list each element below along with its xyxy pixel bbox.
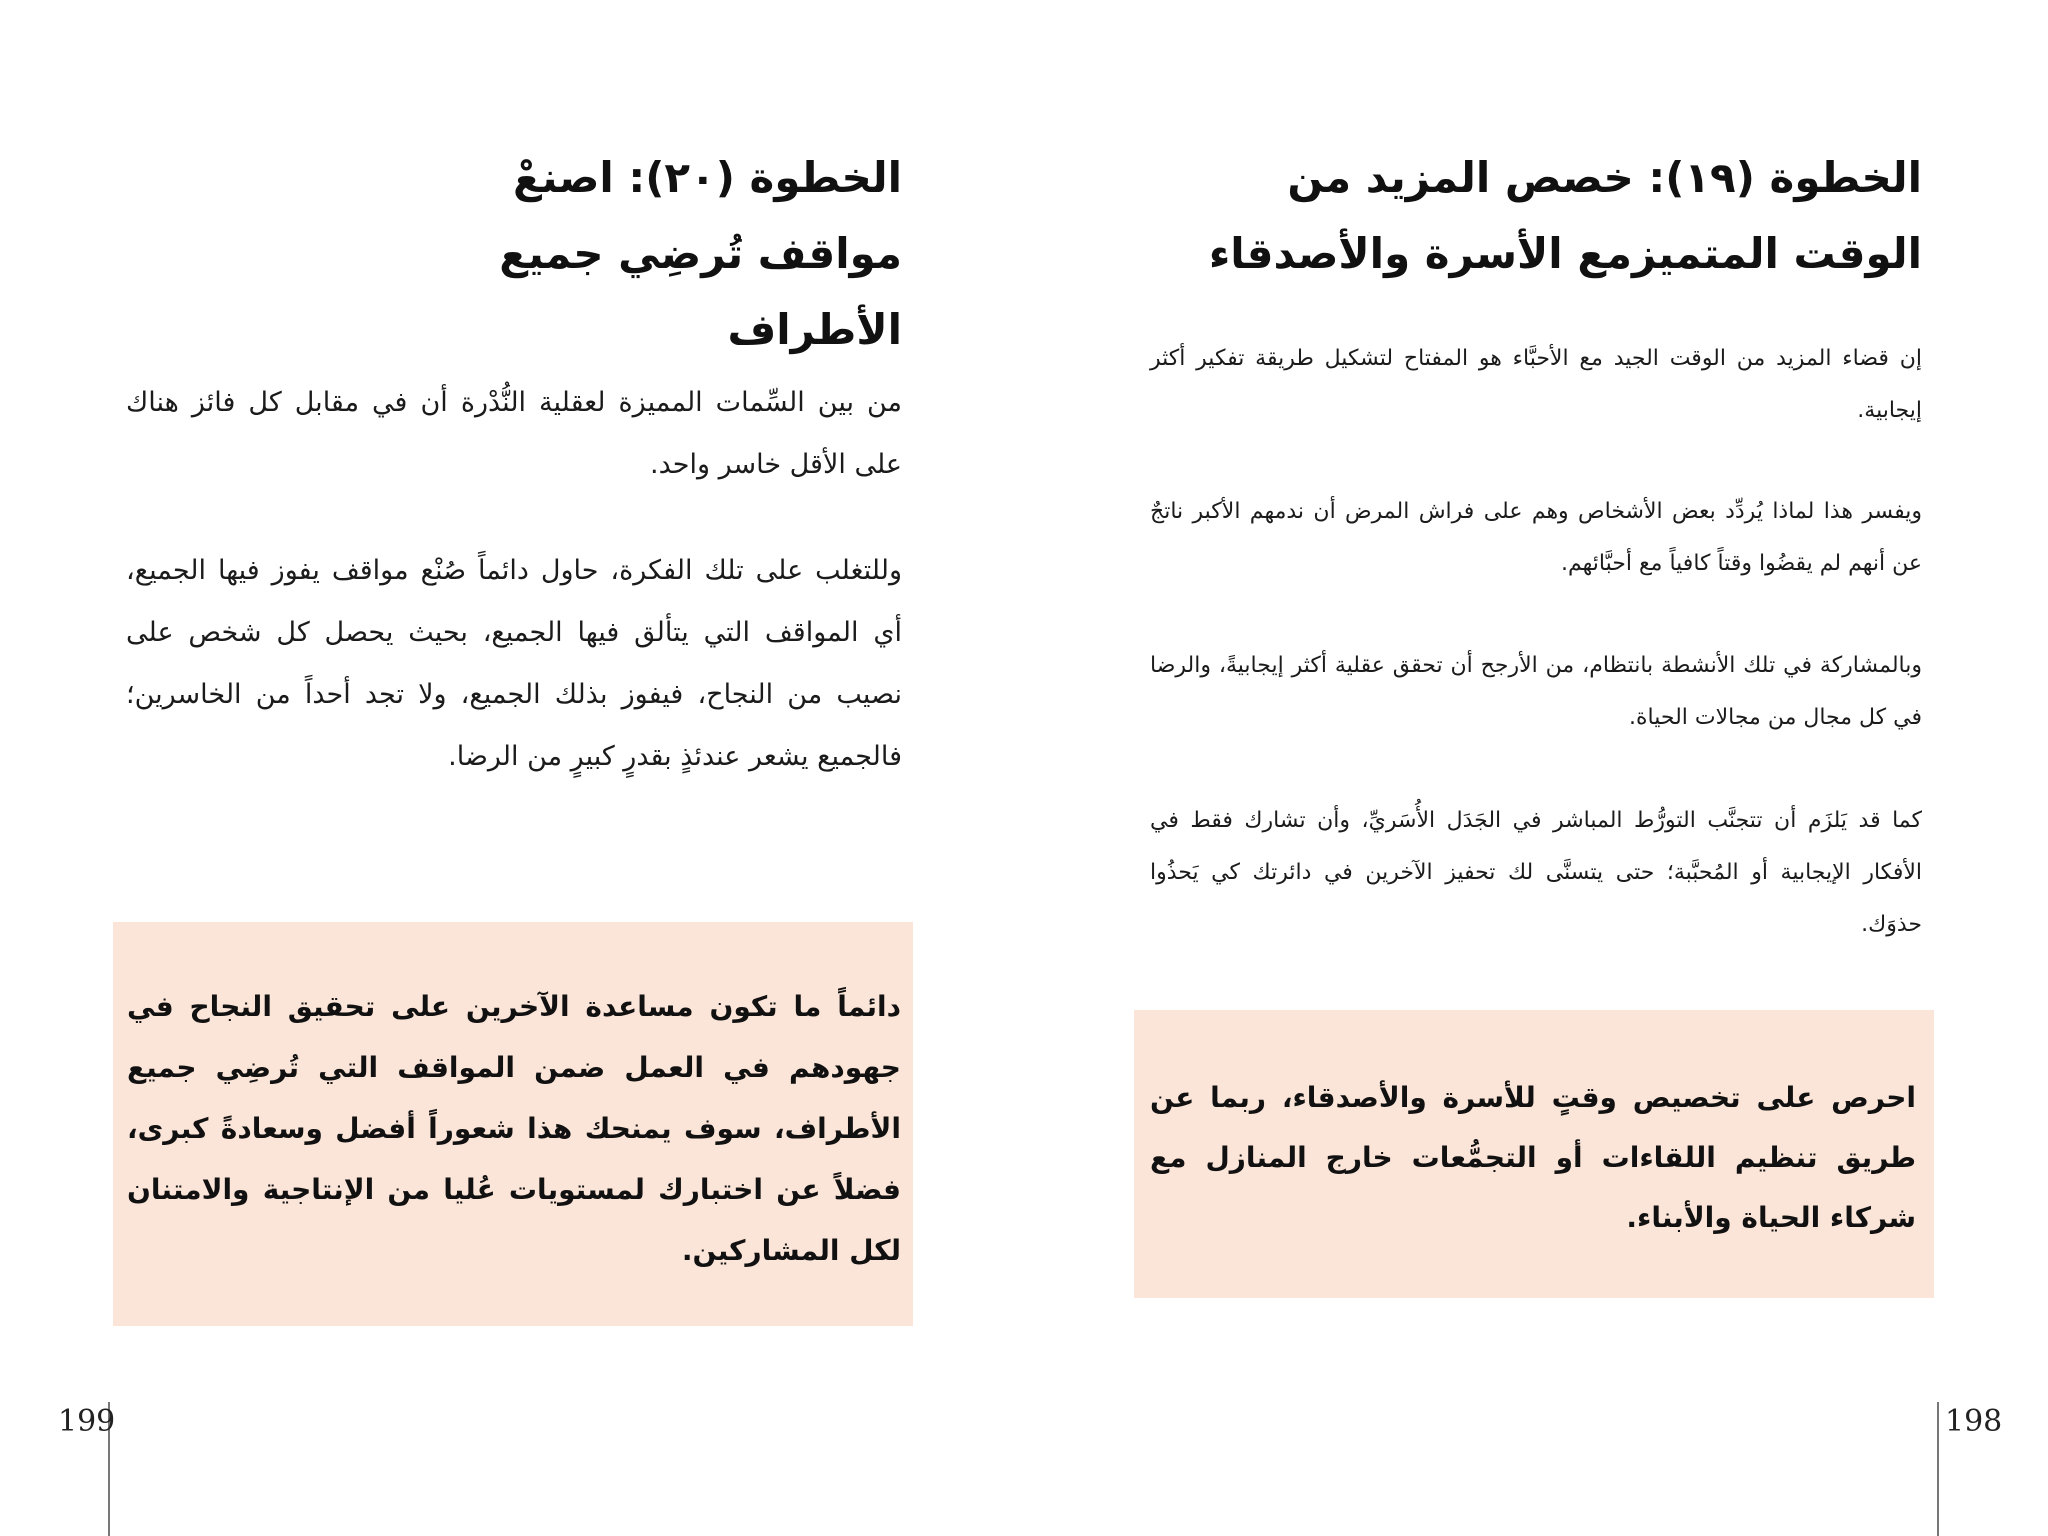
right-page-paragraph-4: كما قد يَلزَم أن تتجنَّب التورُّط المباشر في الجَدَل الأُسَريِّ، وأن تشارك فقط في الأفكار الإيجابية أو المُحبَّبة؛ حتى يتسنَّى لك تحفيز الآخرين في دائرتك كي يَحذُوا حذوَك. xyxy=(1150,808,1922,937)
right-page-folio-rule xyxy=(1937,1402,1939,1536)
right-page-heading: الخطوة (١٩): خصص المزيد من الوقت المتميزمع الأسرة والأصدقاء xyxy=(1208,153,1922,278)
right-page-paragraph-3: وبالمشاركة في تلك الأنشطة بانتظام، من الأرجح أن تحقق عقلية أكثر إيجابيةً، والرضا في كل مجال من مجالات الحياة. xyxy=(1150,653,1922,730)
left-page-callout-text: دائماً ما تكون مساعدة الآخرين على تحقيق النجاح في جهودهم في العمل ضمن المواقف التي تُرضِي جميع الأطراف، سوف يمنحك هذا شعوراً أفضل وسعادةً كبرى، فضلاً عن اختبارك لمستويات عُليا من الإنتاجية والامتنان لكل المشاركين. xyxy=(127,990,901,1267)
right-page-callout xyxy=(1134,1010,1934,1298)
right-page-paragraph-2: ويفسر هذا لماذا يُردِّد بعض الأشخاص وهم على فراش المرض أن ندمهم الأكبر ناتجٌ عن أنهم لم يقضُوا وقتاً كافياً مع أحبَّائهم. xyxy=(1150,499,1922,576)
left-page-paragraph-1: من بين السِّمات المميزة لعقلية النُّدْرة أن في مقابل كل فائز هناك على الأقل خاسر واحد. xyxy=(126,387,902,480)
right-page-paragraph-1: إن قضاء المزيد من الوقت الجيد مع الأحبَّاء هو المفتاح لتشكيل طريقة تفكير أكثر إيجابية. xyxy=(1150,346,1922,423)
left-page-paragraph-2: وللتغلب على تلك الفكرة، حاول دائماً صُنْع مواقف يفوز فيها الجميع، أي المواقف التي يتألق فيها الجميع، بحيث يحصل كل شخص على نصيب من النجاح، فيفوز بذلك الجميع، ولا تجد أحداً من الخاسرين؛ فالجميع يشعر عندئذٍ بقدرٍ كبيرٍ من الرضا. xyxy=(126,555,902,772)
left-page-callout xyxy=(113,922,913,1326)
right-page-number: 198 xyxy=(1945,1404,2003,1439)
left-page-number: 199 xyxy=(58,1404,116,1439)
right-page-callout-text: احرص على تخصيص وقتٍ للأسرة والأصدقاء، ربما عن طريق تنظيم اللقاءات أو التجمُّعات خارج المنازل مع شركاء الحياة والأبناء. xyxy=(1150,1081,1916,1234)
left-page-heading: الخطوة (٢٠): اصنعْ مواقف تُرضِي جميع الأطراف xyxy=(499,153,902,354)
